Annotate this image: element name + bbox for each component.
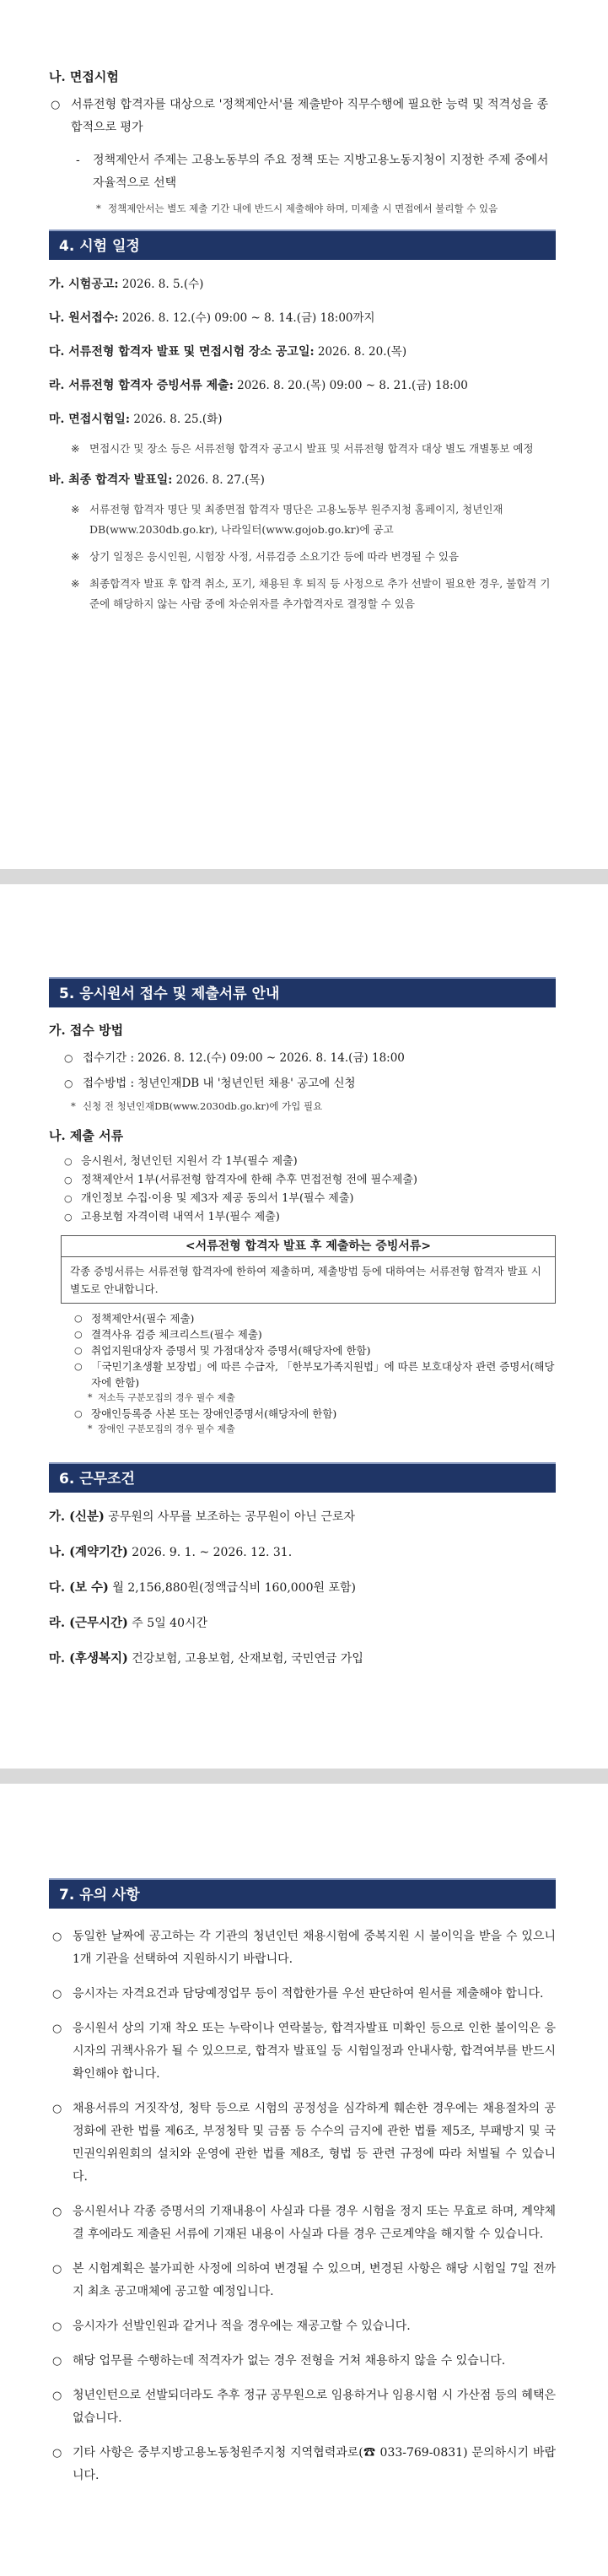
evidence-footnote: * 저소득 구분모집의 경우 필수 제출: [49, 1391, 556, 1406]
evidence-item: ○ 「국민기초생활 보장법」에 따른 수급자, 「한부모가족지원법」에 따른 보호대상자 관련 증명서(해당자에 한함): [67, 1358, 556, 1391]
interview-footnote: * 정책제안서는 별도 제출 기간 내에 반드시 제출해야 하며, 미제출 시 면접에서 불리할 수 있음: [49, 200, 556, 218]
schedule-note: ※ 면접시간 및 장소 등은 서류전형 합격자 공고시 발표 및 서류전형 합격자 대상 별도 개별통보 예정: [49, 439, 556, 459]
schedule-label: 마. 면접시험일:: [49, 413, 131, 426]
evidence-box-title: <서류전형 합격자 발표 후 제출하는 증빙서류>: [62, 1236, 555, 1257]
evidence-docs-box: [61, 1235, 556, 1304]
schedule-item: [49, 469, 556, 491]
notice-item: ○ 채용서류의 거짓작성, 청탁 등으로 시험의 공정성을 심각하게 훼손한 경우에는 채용절차의 공정화에 관한 법률 제6조, 부정청탁 및 금품 등 수수의 금지에 관한 법률 제5조, 부패방지 및 국민권익위원회의 설치와 운영에 관한 법률 제8조, 형법 등 관련 규정에 따라 처벌될 수 있습니다.: [49, 2098, 556, 2189]
work-value: 월 2,156,880원(정액급식비 160,000원 포함): [108, 1581, 356, 1595]
schedule-label: 가. 시험공고:: [49, 278, 119, 291]
evidence-item: ○ 장애인등록증 사본 또는 장애인증명서(해당자에 한함): [67, 1406, 556, 1422]
schedule-item: [49, 341, 556, 363]
schedule-item: [49, 273, 556, 295]
schedule-value: 2026. 8. 12.(수) 09:00 ~ 8. 14.(금) 18:00까지: [118, 311, 375, 325]
section-5-header: 5. 응시원서 접수 및 제출서류 안내: [49, 977, 556, 1007]
notice-item: ○ 본 시험계획은 불가피한 사정에 의하여 변경될 수 있으며, 변경된 사항은 해당 시험일 7일 전까지 최초 공고매체에 공고할 예정입니다.: [49, 2258, 556, 2303]
work-value: 건강보험, 고용보험, 산재보험, 국민연금 가입: [127, 1652, 363, 1666]
schedule-value: 2026. 8. 5.(수): [118, 278, 204, 291]
schedule-label: 라. 서류전형 합격자 증빙서류 제출:: [49, 379, 234, 392]
document-page-3: [0, 1784, 608, 2576]
interview-dash-item: - 정책제안서 주제는 고용노동부의 주요 정책 또는 지방고용노동지청이 지정한 주제 중에서 자율적으로 선택: [49, 149, 556, 195]
final-note: ※ 서류전형 합격자 명단 및 최종면접 합격자 명단은 고용노동부 원주지청 홈페이지, 청년인재DB(www.2030db.go.kr), 나라일터(www.gojob.go.kr)에 공고: [49, 500, 556, 540]
evidence-item: ○ 결격사유 검증 체크리스트(필수 제출): [67, 1326, 556, 1342]
work-label: 라. (근무시간): [49, 1616, 128, 1630]
work-condition: [49, 1542, 556, 1563]
work-condition: [49, 1648, 556, 1670]
accept-heading: 가. 접수 방법: [49, 1023, 124, 1038]
evidence-box-body: 각종 증빙서류는 서류전형 합격자에 한하여 제출하며, 제출방법 등에 대하여는 서류전형 합격자 발표 시 별도로 안내합니다.: [70, 1265, 541, 1295]
docs-heading: 나. 제출 서류: [49, 1128, 124, 1143]
schedule-item: [49, 408, 556, 430]
work-value: 2026. 9. 1. ~ 2026. 12. 31.: [127, 1546, 293, 1559]
work-label: 나. (계약기간): [49, 1545, 128, 1559]
notice-item: ○ 응시원서나 각종 증명서의 기재내용이 사실과 다를 경우 시험을 정지 또는 무효로 하며, 계약체결 후에라도 제출된 서류에 기재된 내용이 사실과 다를 경우 근로계약을 해지할 수 있습니다.: [49, 2201, 556, 2246]
document-page-1: [0, 0, 608, 869]
work-condition: [49, 1506, 556, 1528]
notice-item: ○ 동일한 날짜에 공고하는 각 기관의 청년인턴 채용시험에 중복지원 시 불이익을 받을 수 있으니 1개 기관을 선택하여 지원하시기 바랍니다.: [49, 1925, 556, 1971]
doc-item: ○ 정책제안서 1부(서류전형 합격자에 한해 추후 면접전형 전에 필수제출): [61, 1171, 556, 1190]
interview-heading: 나. 면접시험: [49, 69, 119, 84]
section-7-header: 7. 유의 사항: [49, 1878, 556, 1909]
final-note: ※ 상기 일정은 응시인원, 시험장 사정, 서류검증 소요기간 등에 따라 변경될 수 있음: [49, 547, 556, 567]
document-page-2: [0, 884, 608, 1769]
schedule-value: 2026. 8. 20.(목) 09:00 ~ 8. 21.(금) 18:00: [233, 379, 468, 392]
accept-item: ○ 접수기간 : 2026. 8. 12.(수) 09:00 ~ 2026. 8. 14.(금) 18:00: [61, 1047, 556, 1069]
notice-item: ○ 응시원서 상의 기재 착오 또는 누락이나 연락불능, 합격자발표 미확인 등으로 인한 불이익은 응시자의 귀책사유가 될 수 있으므로, 합격자 발표일 등 시험일정과 안내사항, 합격여부를 반드시 확인해야 합니다.: [49, 2017, 556, 2086]
work-value: 공무원의 사무를 보조하는 공무원이 아닌 근로자: [104, 1510, 356, 1524]
schedule-item: [49, 307, 556, 329]
schedule-value: 2026. 8. 20.(목): [314, 345, 407, 359]
doc-item: ○ 개인정보 수집·이용 및 제3자 제공 동의서 1부(필수 제출): [61, 1190, 556, 1208]
work-condition: [49, 1577, 556, 1599]
work-label: 다. (보 수): [49, 1580, 109, 1595]
evidence-footnote: * 장애인 구분모집의 경우 필수 제출: [49, 1422, 556, 1437]
accept-item: ○ 접수방법 : 청년인재DB 내 '청년인턴 채용' 공고에 신청: [61, 1072, 556, 1094]
evidence-item: ○ 정책제안서(필수 제출): [67, 1310, 556, 1326]
notice-item: ○ 해당 업무를 수행하는데 적격자가 없는 경우 전형을 거쳐 채용하지 않을 수 있습니다.: [49, 2350, 556, 2373]
schedule-label: 바. 최종 합격자 발표일:: [49, 473, 173, 487]
schedule-value: 2026. 8. 27.(목): [172, 473, 265, 487]
schedule-value: 2026. 8. 25.(화): [130, 413, 223, 426]
doc-item: ○ 응시원서, 청년인턴 지원서 각 1부(필수 제출): [61, 1153, 556, 1171]
section-6-header: 6. 근무조건: [49, 1462, 556, 1493]
final-note: ※ 최종합격자 발표 후 합격 취소, 포기, 채용된 후 퇴직 등 사정으로 추가 선발이 필요한 경우, 불합격 기준에 해당하지 않는 사람 중에 차순위자를 추가합격자로 결정할 수 있음: [49, 574, 556, 614]
work-value: 주 5일 40시간: [127, 1617, 208, 1630]
work-label: 가. (신분): [49, 1509, 105, 1524]
interview-bullet: ○ 서류전형 합격자를 대상으로 '정책제안서'를 제출받아 직무수행에 필요한 능력 및 적격성을 종합적으로 평가: [49, 94, 556, 139]
notice-item: ○ 응시자는 자격요건과 담당예정업무 등이 적합한가를 우선 판단하여 원서를 제출해야 합니다.: [49, 1983, 556, 2006]
work-label: 마. (후생복지): [49, 1651, 128, 1666]
notice-item: ○ 응시자가 선발인원과 같거나 적을 경우에는 재공고할 수 있습니다.: [49, 2315, 556, 2338]
evidence-item: ○ 취업지원대상자 증명서 및 가점대상자 증명서(해당자에 한함): [67, 1342, 556, 1358]
notice-item: ○ 청년인턴으로 선발되더라도 추후 정규 공무원으로 임용하거나 임용시험 시 가산점 등의 혜택은 없습니다.: [49, 2384, 556, 2430]
section-4-header: 4. 시험 일정: [49, 230, 556, 260]
doc-item: ○ 고용보험 자격이력 내역서 1부(필수 제출): [61, 1208, 556, 1227]
notice-item: ○ 기타 사항은 중부지방고용노동청원주지청 지역협력과로(☎ 033-769-0831) 문의하시기 바랍니다.: [49, 2442, 556, 2487]
schedule-label: 다. 서류전형 합격자 발표 및 면접시험 장소 공고일:: [49, 345, 315, 359]
accept-footnote: * 신청 전 청년인재DB(www.2030db.go.kr)에 가입 필요: [49, 1098, 556, 1115]
schedule-item: [49, 375, 556, 397]
work-condition: [49, 1612, 556, 1634]
schedule-label: 나. 원서접수:: [49, 311, 119, 325]
